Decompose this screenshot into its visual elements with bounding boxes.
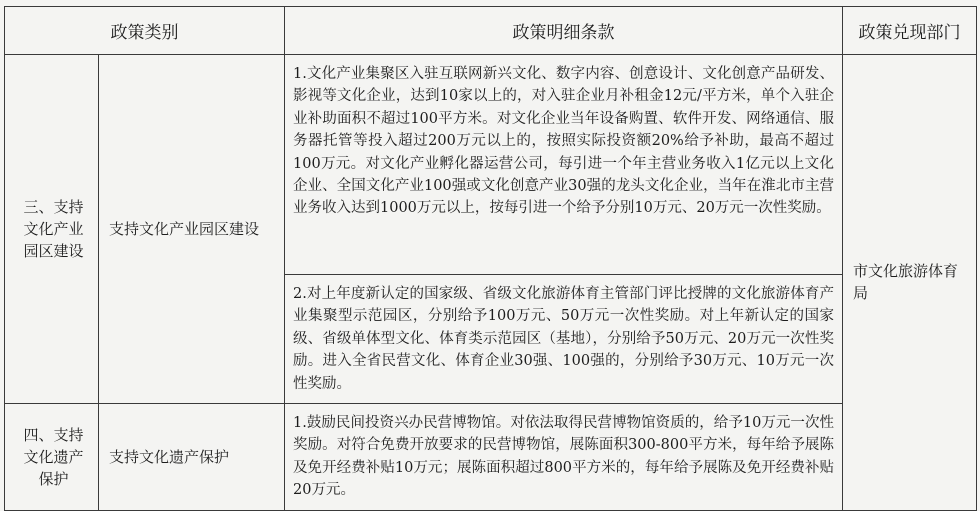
clause-cell: 1.鼓励民间投资兴办民营博物馆。对依法取得民营博物馆资质的，给予10万元一次性奖励。对符合免费开放要求的民营博物馆，展陈面积300-800平方米，每年给予展陈及免开经费补贴10万元；展陈面积超过800平方米的，每年给予展陈及免开经费补贴20万元。: [285, 404, 843, 511]
department-cell: 市文化旅游体育局: [843, 55, 977, 511]
clause-cell: 2.对上年度新认定的国家级、省级文化旅游体育主管部门评比授牌的文化旅游体育产业集聚型示范园区，分别给予100万元、50万元一次性奖励。对上年新认定的国家级、省级单体型文化、体育类示范园区（基地），分别给予50万元、20万元一次性奖励。进入全省民营文化、体育企业30强、100强的，分别给予30万元、10万元一次性奖励。: [285, 275, 843, 404]
subcategory-cell: 支持文化产业园区建设: [99, 55, 285, 404]
policy-table: [4, 6, 977, 511]
clause-cell: 1.文化产业集聚区入驻互联网新兴文化、数字内容、创意设计、文化创意产品研发、影视等文化企业，达到10家以上的，对入驻企业月补租金12元/平方米，单个入驻企业补助面积不超过100平方米。对文化企业当年设备购置、软件开发、网络通信、服务器托管等投入超过200万元以上的，按照实际投资额20%给予补助，最高不超过100万元。对文化产业孵化器运营公司，每引进一个年主营业务收入1亿元以上文化企业、全国文化产业100强或文化创意产业30强的龙头文化企业，当年在淮北市主营业务收入达到1000万元以上，按每引进一个给予分别10万元、20万元一次性奖励。: [285, 55, 843, 275]
category-cell: 四、支持文化遗产保护: [5, 404, 99, 511]
table-row: [5, 55, 977, 275]
header-department: 政策兑现部门: [843, 7, 977, 55]
header-row: [5, 7, 977, 55]
category-cell: 三、支持文化产业园区建设: [5, 55, 99, 404]
header-category: 政策类别: [5, 7, 285, 55]
header-details: 政策明细条款: [285, 7, 843, 55]
table-row: [5, 404, 977, 511]
subcategory-cell: 支持文化遗产保护: [99, 404, 285, 511]
